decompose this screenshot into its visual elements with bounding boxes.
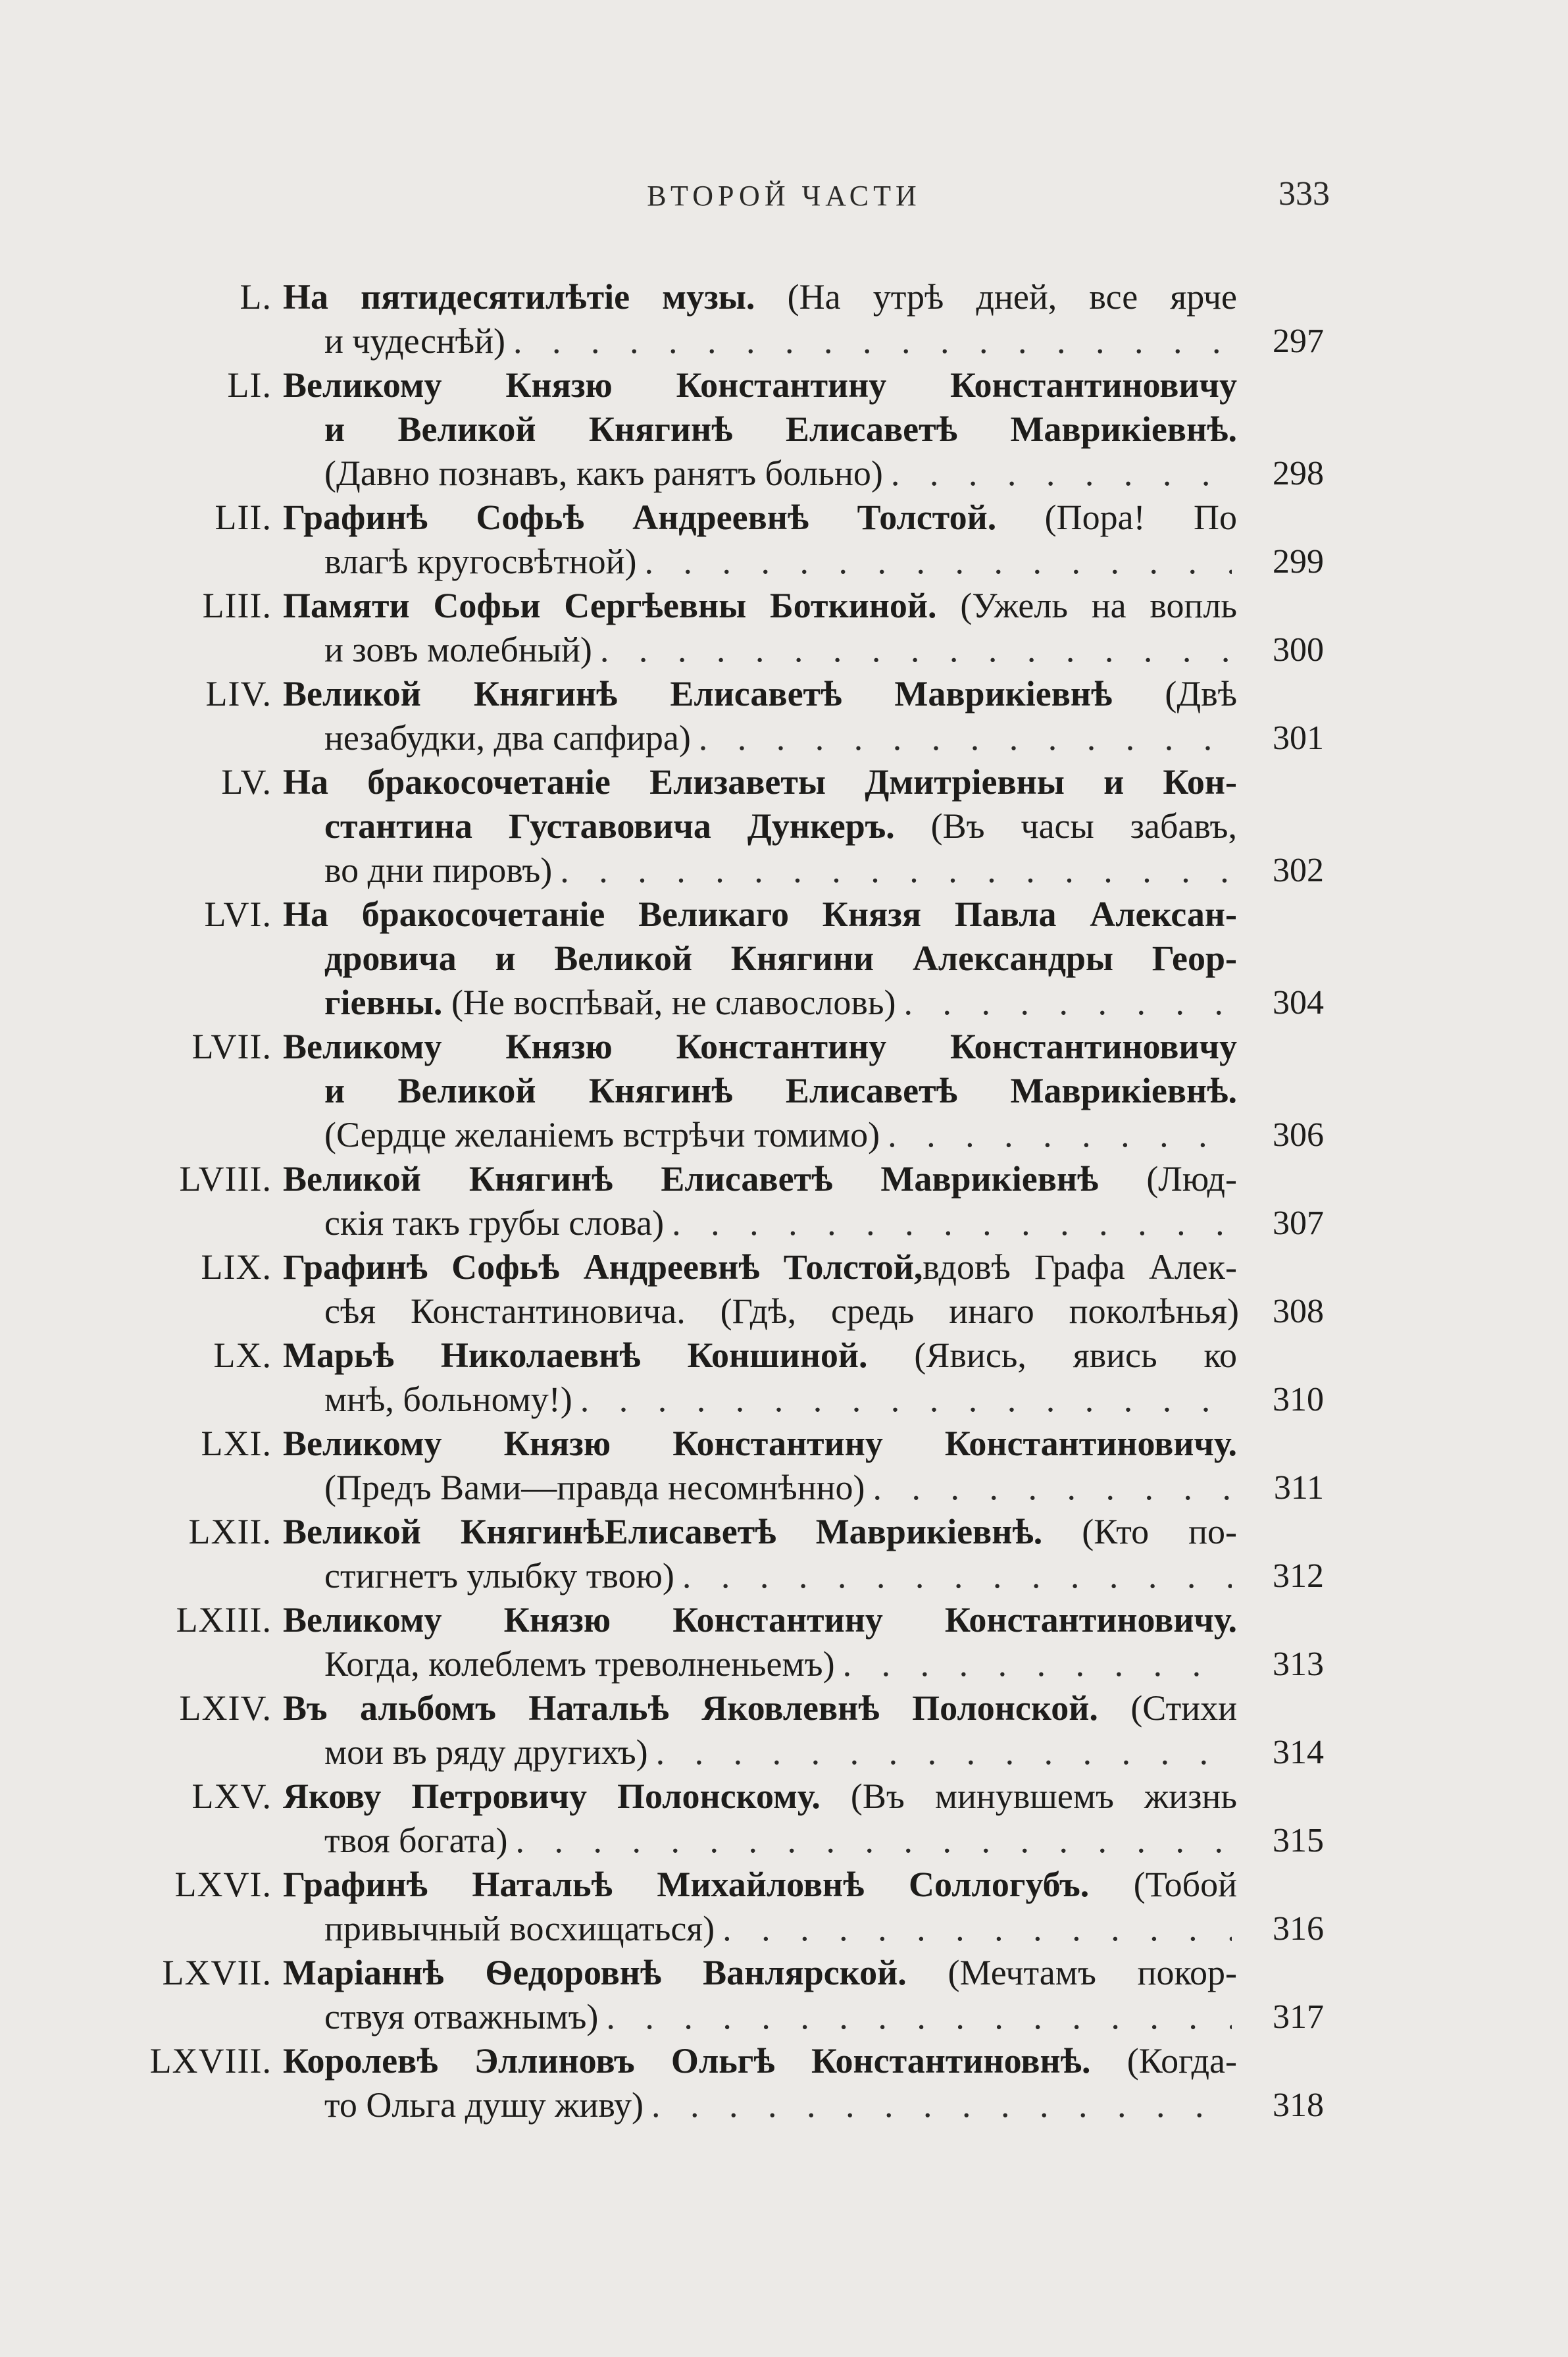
entry-numeral: L. (240, 277, 272, 317)
entry-text-line: стантина Густавовича Дункеръ. (Въ часы забавъ, (324, 806, 1237, 846)
entry-page-number: 317 (1273, 1998, 1324, 2036)
entry-numeral: LXIV. (179, 1688, 272, 1728)
entry-numeral: LII. (215, 498, 272, 537)
entry-text-line: Графинѣ Натальѣ Михайловнѣ Соллогубъ. (Тобой (283, 1865, 1237, 1904)
toc-entry (0, 1245, 1568, 1334)
dot-leader (672, 1201, 1232, 1245)
entry-text-line: На бракосочетаніе Великаго Князя Павла Алексан- (283, 894, 1237, 934)
entry-text-line: Якову Петровичу Полонскому. (Въ минувшемъ жизнь (283, 1776, 1237, 1816)
entry-last-line: привычный восхищаться) . . . (324, 1907, 1237, 1951)
page-number: 333 (1278, 175, 1330, 213)
entry-page-number: 307 (1273, 1204, 1324, 1242)
entry-text-line: Марьѣ Николаевнѣ Коншиной. (Явись, явись ко (283, 1335, 1238, 1375)
entry-text-line: Великому Князю Константину Константиновичу (283, 365, 1237, 405)
entry-last-line: то Ольга душу живу) . . . (324, 2083, 1237, 2127)
toc-entry (0, 672, 1568, 760)
toc-entry (0, 1422, 1568, 1510)
entry-page-number: 313 (1273, 1645, 1324, 1683)
entry-numeral: LXV. (191, 1776, 272, 1816)
entry-page-number: 318 (1273, 2086, 1324, 2124)
entry-numeral: LIII. (202, 586, 272, 625)
entry-text-line: Памяти Софьи Сергѣевны Боткиной. (Ужель на вопль (283, 586, 1238, 625)
dot-leader (682, 1554, 1232, 1598)
toc-entry (0, 496, 1568, 584)
entry-text-line: и Великой Княгинѣ Елисаветѣ Маврикіевнѣ. (324, 1071, 1237, 1110)
dot-leader (606, 1995, 1232, 2039)
entry-page-number: 311 (1273, 1469, 1324, 1507)
entry-text-line: Въ альбомъ Натальѣ Яковлевнѣ Полонской. (Стихи (283, 1688, 1237, 1728)
dot-leader (651, 2083, 1232, 2127)
entry-page-number: 297 (1273, 323, 1324, 360)
entry-last-line: незабудки, два сапфира) . . . (324, 716, 1237, 760)
dot-leader (656, 1730, 1232, 1774)
toc-entry (0, 363, 1568, 496)
entry-last-line: и зовъ молебный) . . . (324, 628, 1237, 672)
entry-last-line: во дни пировъ) . . . (324, 848, 1237, 893)
entry-page-number: 315 (1273, 1822, 1324, 1859)
entry-last-line: (Давно познавъ, какъ ранятъ больно) . . . (324, 452, 1237, 496)
entry-numeral: LI. (227, 365, 272, 405)
toc-entry (0, 2039, 1568, 2127)
entry-page-number: 299 (1273, 543, 1324, 581)
dot-leader (873, 1466, 1232, 1510)
dot-leader (903, 981, 1232, 1025)
toc-entry (0, 1025, 1568, 1157)
entry-page-number: 302 (1273, 852, 1324, 889)
dot-leader (515, 1819, 1232, 1863)
entry-numeral: LX. (213, 1335, 272, 1375)
entry-last-line: скія такъ грубы слова) . . . (324, 1201, 1237, 1245)
toc-entry (0, 1774, 1568, 1863)
entry-numeral: LXVIII. (149, 2041, 272, 2081)
entry-last-line: мнѣ, больному!) . . . (324, 1378, 1237, 1422)
toc-entry (0, 1334, 1568, 1422)
dot-leader (891, 452, 1232, 496)
entry-numeral: LIV. (205, 674, 272, 713)
dot-leader (645, 540, 1232, 584)
entry-text-line: и Великой Княгинѣ Елисаветѣ Маврикіевнѣ. (324, 409, 1237, 449)
entry-numeral: LXII. (188, 1512, 272, 1551)
entry-page-number: 314 (1273, 1734, 1324, 1771)
entry-text-line: Великому Князю Константину Константиновичу (283, 1027, 1237, 1066)
entry-numeral: LXVII. (162, 1953, 272, 1992)
entry-last-line: Когда, колеблемъ треволненьемъ) . . . (324, 1642, 1237, 1686)
toc-entry (0, 760, 1568, 893)
toc-entry (0, 1686, 1568, 1774)
toc-entry (0, 1951, 1568, 2039)
entry-last-line: гіевны. (Не воспѣвай, не славословь) . . . (324, 981, 1237, 1025)
entry-last-line: мои въ ряду другихъ) . . . (324, 1730, 1237, 1774)
toc-entry (0, 1598, 1568, 1686)
entry-title: На пятидесятилѣтіе музы. (283, 277, 755, 317)
toc-entry (0, 1157, 1568, 1245)
entry-text-line: Великому Князю Константину Константиновичу. (283, 1424, 1237, 1463)
entry-page-number: 312 (1273, 1557, 1324, 1595)
entry-numeral: LXVI. (174, 1865, 272, 1904)
entry-last-line: сѣя Константиновича. (Гдѣ, средь инаго поколѣнья) (324, 1291, 1239, 1331)
dot-leader (600, 628, 1232, 672)
entry-page-number: 304 (1273, 984, 1324, 1022)
entry-text-line: Великой Княгинѣ Елисаветѣ Маврикіевнѣ (Люд- (283, 1159, 1237, 1199)
entry-page-number: 306 (1273, 1116, 1324, 1154)
entry-last-line: стигнетъ улыбку твою) . . . (324, 1554, 1237, 1598)
entry-text-line: Королевѣ Эллиновъ Ольгѣ Константиновнѣ. (Когда- (283, 2041, 1237, 2081)
entry-page-number: 310 (1273, 1381, 1324, 1418)
dot-leader (843, 1642, 1232, 1686)
entry-page-number: 301 (1273, 719, 1324, 757)
toc-entry (0, 1863, 1568, 1951)
entry-numeral: LVII. (191, 1027, 272, 1066)
entry-numeral: LVIII. (179, 1159, 272, 1199)
entry-page-number: 308 (1273, 1293, 1324, 1330)
toc-entry (0, 893, 1568, 1025)
entry-text-line: На бракосочетаніе Елизаветы Дмитріевны и Кон- (283, 762, 1237, 802)
toc-entry (0, 275, 1568, 363)
entry-last-line: (Предъ Вами—правда несомнѣнно) . . . (324, 1466, 1237, 1510)
entry-text-line: дровича и Великой Княгини Александры Геор- (324, 939, 1237, 978)
entry-numeral: LXI. (201, 1424, 272, 1463)
entry-page-number: 300 (1273, 631, 1324, 669)
entry-numeral: LIX. (201, 1247, 272, 1287)
dot-leader (699, 716, 1232, 760)
entry-page-number: 298 (1273, 455, 1324, 492)
dot-leader (722, 1907, 1232, 1951)
entry-last-line: влагѣ кругосвѣтной) . . . (324, 540, 1237, 584)
entry-text-line: Великой КнягинѣЕлисаветѣ Маврикіевнѣ. (Кто по- (283, 1512, 1238, 1551)
entry-text-line: Маріаннѣ Ѳедоровнѣ Ванлярской. (Мечтамъ покор- (283, 1953, 1237, 1992)
entry-last-line: твоя богата) . . . (324, 1819, 1237, 1863)
entry-last-line: (Сердце желаніемъ встрѣчи томимо) . . . (324, 1113, 1237, 1157)
table-of-contents (0, 275, 1568, 2127)
dot-leader (560, 848, 1232, 893)
dot-leader (513, 319, 1232, 363)
toc-entry (0, 1510, 1568, 1598)
entry-text-line: Великому Князю Константину Константиновичу. (283, 1600, 1237, 1640)
entry-text-line: Великой Княгинѣ Елисаветѣ Маврикіевнѣ (Двѣ (283, 674, 1238, 713)
dot-leader (580, 1378, 1232, 1422)
entry-numeral: LVI. (204, 894, 272, 934)
toc-entry (0, 584, 1568, 672)
dot-leader (888, 1113, 1232, 1157)
entry-numeral: LXIII. (176, 1600, 272, 1640)
entry-last-line: ствуя отважнымъ) . . . (324, 1995, 1237, 2039)
entry-text-line: На пятидесятилѣтіе музы. (На утрѣ дней, все ярче (283, 277, 1237, 317)
entry-numeral: LV. (221, 762, 272, 802)
running-header: ВТОРОЙ ЧАСТИ (647, 180, 921, 212)
entry-page-number: 316 (1273, 1910, 1324, 1948)
entry-text-line: Графинѣ Софьѣ Андреевнѣ Толстой. (Пора! По (283, 498, 1237, 537)
entry-text-line: Графинѣ Софьѣ Андреевнѣ Толстой,вдовѣ Графа Алек- (283, 1247, 1237, 1287)
entry-last-line: и чудеснѣй) . . . (324, 319, 1237, 363)
